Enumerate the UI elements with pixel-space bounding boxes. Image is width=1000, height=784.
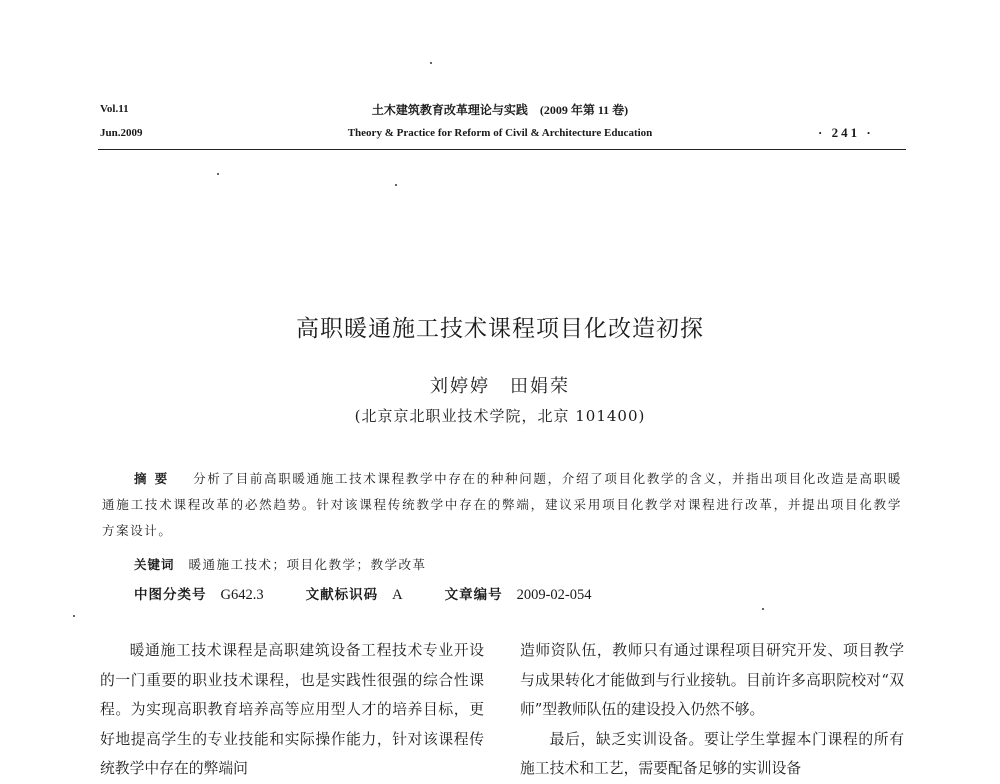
doc-code-label: 文献标识码 <box>305 587 379 603</box>
speck <box>430 62 432 64</box>
abstract-label: 摘要 <box>134 471 176 486</box>
article-affiliation: (北京京北职业技术学院，北京 101400) <box>354 407 646 425</box>
body-paragraph: 暖通施工技术课程是高职建筑设备工程技术专业开设的一门重要的职业技术课程，也是实践性很强的综合性课程。为实现高职教育培养高等应用型人才的培养目标，更好地提高学生的专业技能和实际操作能力，针对该课程传统教学中存在的弊端问 <box>100 642 484 777</box>
issue-date: Jun.2009 <box>100 127 143 139</box>
body-left-column <box>100 636 484 777</box>
keywords-label: 关键词 <box>134 557 175 572</box>
keywords-text: 暖通施工技术；项目化教学；教学改革 <box>188 557 427 572</box>
volume-label: Vol.11 <box>100 103 129 115</box>
journal-title-cn: 土木建筑教育改革理论与实践 (2009 年第 11 卷) <box>371 103 629 117</box>
body-paragraph: 最后，缺乏实训设备。要让学生掌握本门课程的所有施工技术和工艺，需要配备足够的实训设备 <box>520 730 904 777</box>
clc-label: 中图分类号 <box>134 587 207 603</box>
clc-value: G642.3 <box>220 587 264 603</box>
speck <box>395 184 397 186</box>
article-authors: 刘婷婷 田娟荣 <box>430 376 570 397</box>
speck <box>73 615 75 617</box>
doc-code-value: A <box>392 587 403 603</box>
article-no-value: 2009-02-054 <box>516 587 592 603</box>
keywords <box>134 555 427 573</box>
article-no-label: 文章编号 <box>444 587 503 603</box>
header-rule <box>98 149 906 150</box>
abstract <box>102 466 902 544</box>
page-number: · 241 · <box>818 125 874 140</box>
speck <box>762 608 764 610</box>
journal-title-en: Theory & Practice for Reform of Civil & Architecture Education <box>347 127 653 139</box>
article-title: 高职暖通施工技术课程项目化改造初探 <box>296 316 704 342</box>
speck <box>217 173 219 175</box>
abstract-text: 分析了目前高职暖通施工技术课程教学中存在的种种问题，介绍了项目化教学的含义，并指出项目化改造是高职暖通施工技术课程改革的必然趋势。针对该课程传统教学中存在的弊端，建议采用项目化教学对课程进行改革，并提出项目化教学方案设计。 <box>102 471 902 538</box>
body-paragraph: 造师资队伍，教师只有通过课程项目研究开发、项目教学与成果转化才能做到与行业接轨。目前许多高职院校对“双师”型教师队伍的建设投入仍然不够。 <box>520 642 904 718</box>
classification-line <box>134 583 634 604</box>
body-right-column <box>520 636 904 777</box>
